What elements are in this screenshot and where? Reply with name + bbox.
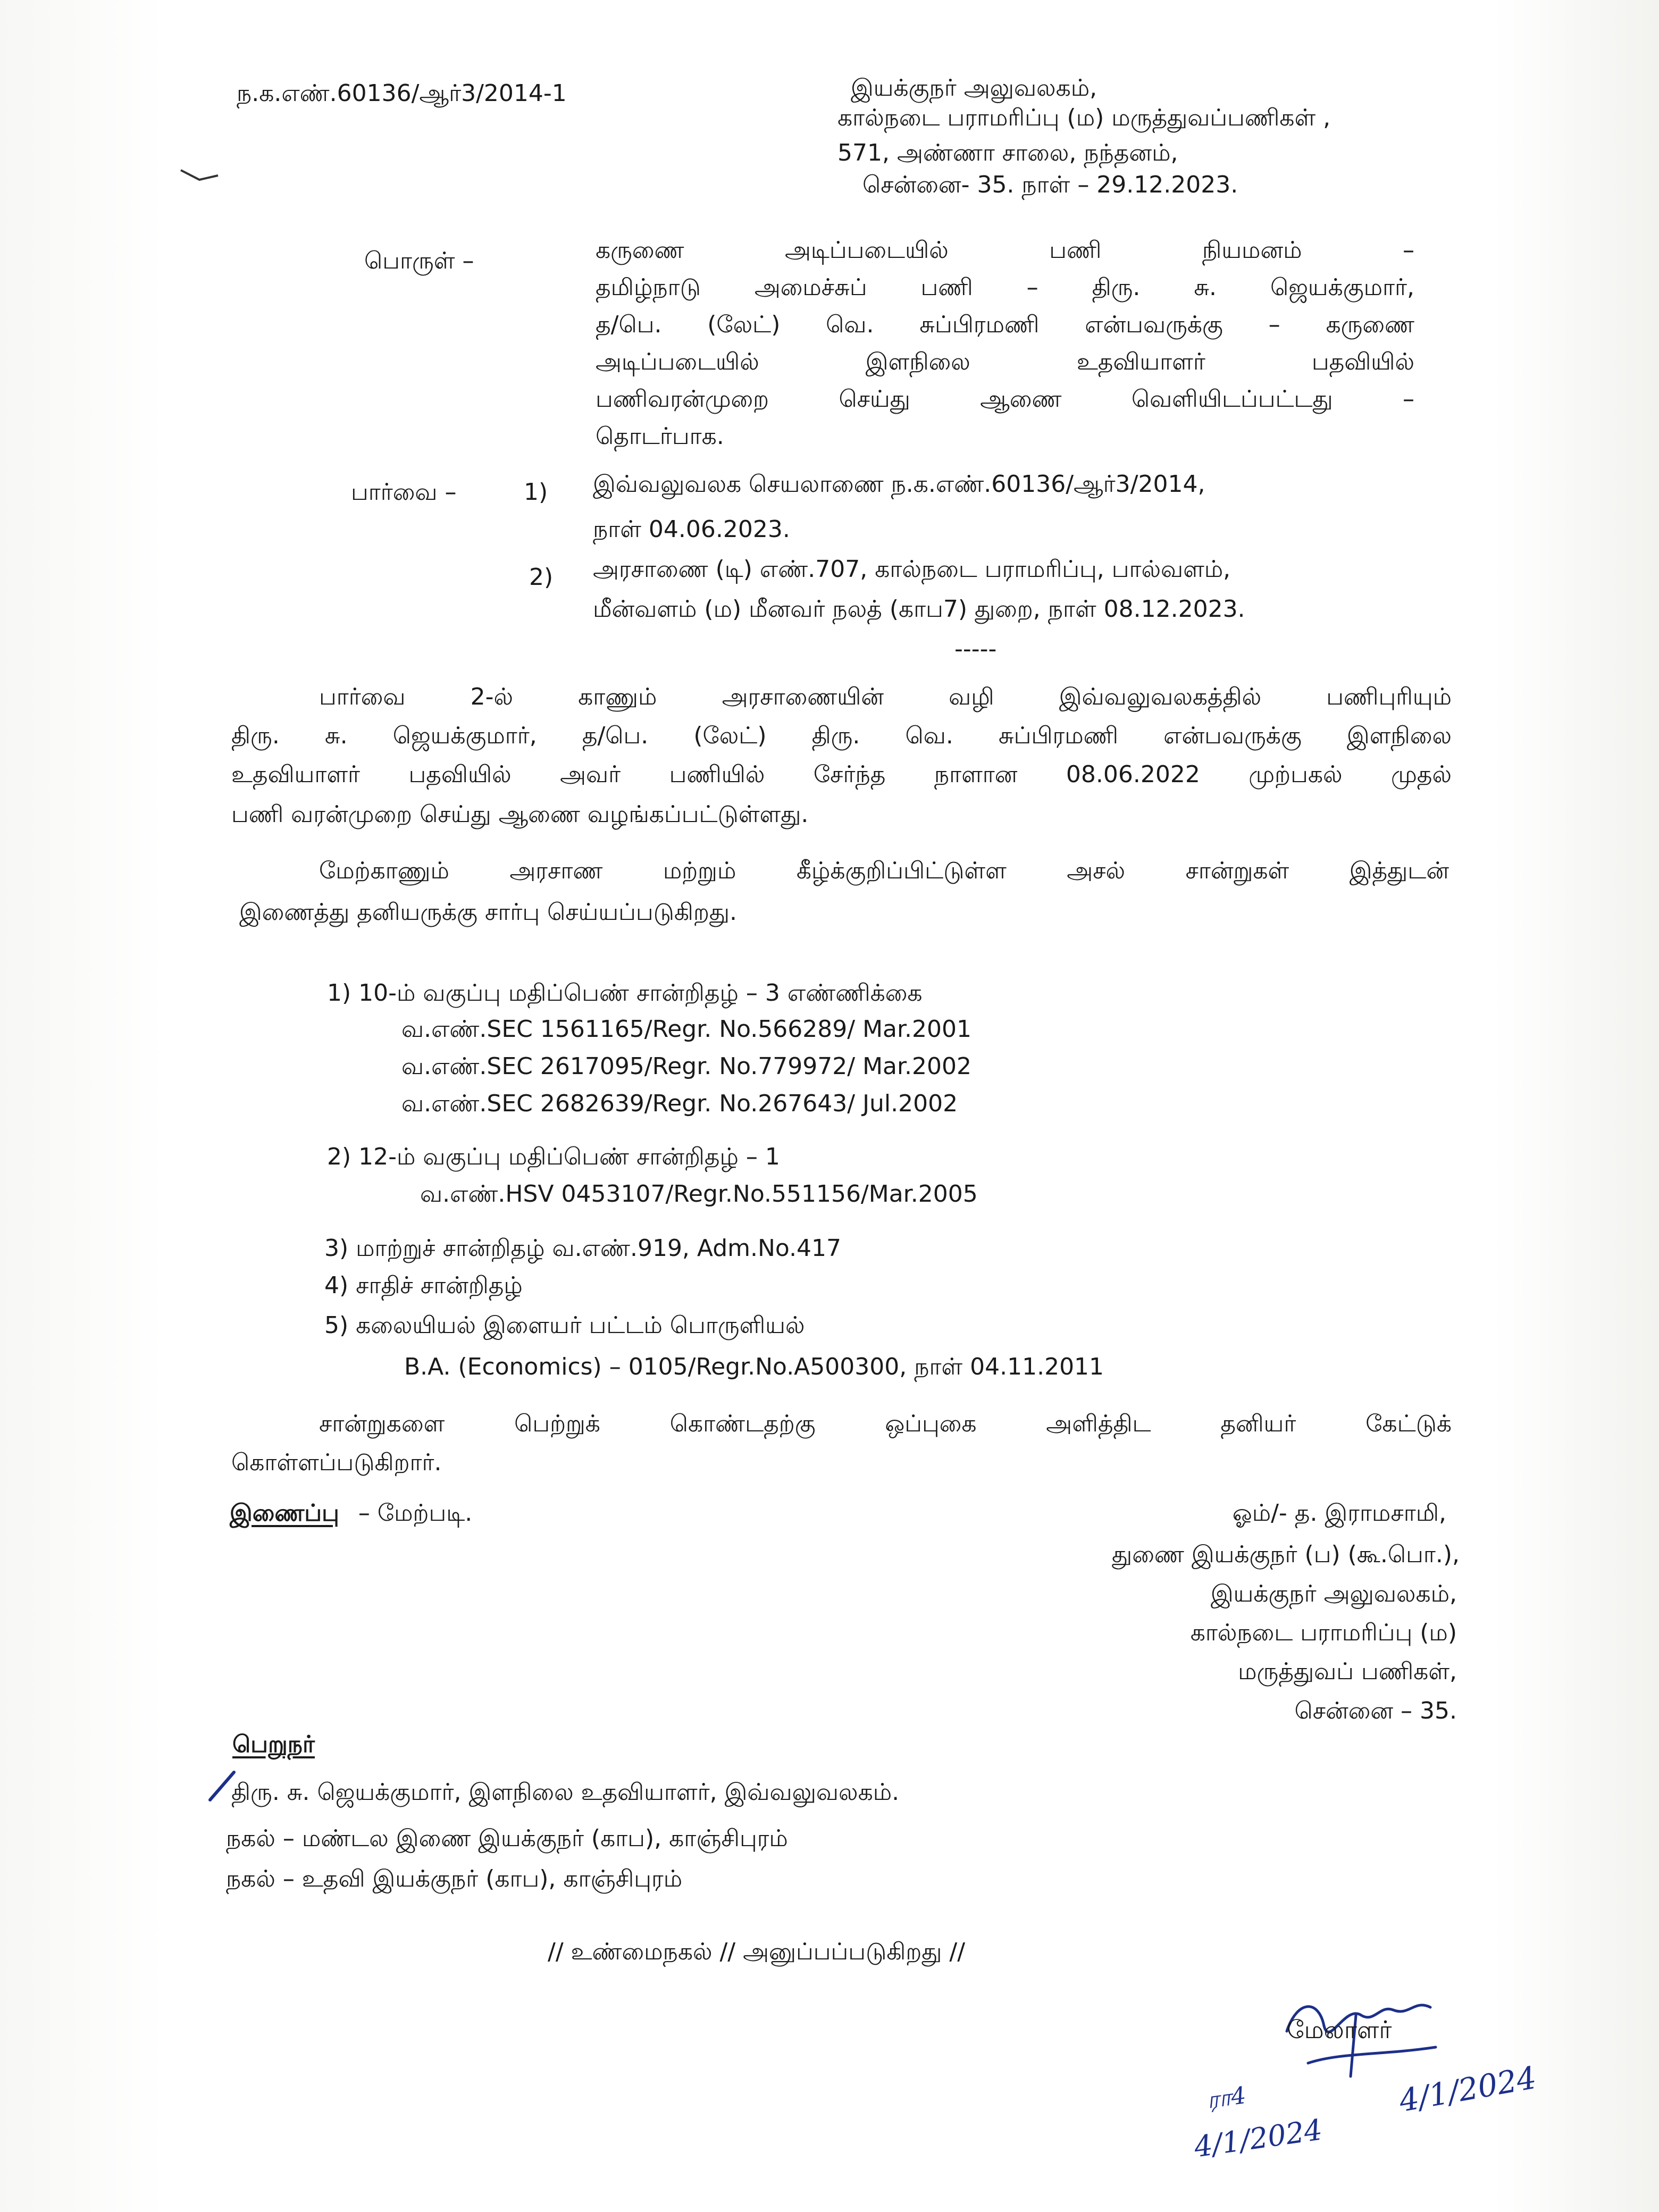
closing-line: சான்றுகளை பெற்றுக் கொண்டதற்கு ஒப்புகை அளித்திட தனியர் கேட்டுக் [319,1410,1452,1437]
handwritten-note: ரா4 [1205,2082,1248,2114]
manager-label: மேலாளர் [1287,2015,1392,2044]
reference-line: நாள் 04.06.2023. [593,516,790,543]
address-date-line: சென்னை- 35. நாள் – 29.12.2023. [862,171,1238,198]
handwritten-date: 4/1/2024 [1396,2059,1539,2119]
paragraph-line: இணைத்து தனியருக்கு சார்பு செய்யப்படுகிறது. [239,899,738,926]
signatory-line: சென்னை – 35. [1294,1697,1457,1724]
signatory-line: கால்நடை பராமரிப்பு (ம) [1190,1619,1457,1646]
signatory-line: இயக்குநர் அலுவலகம், [1210,1580,1457,1607]
reference-line: அரசாணை (டி) எண்.707, கால்நடை பராமரிப்பு, பால்வளம், [593,556,1231,583]
certificate-item: 1) 10-ம் வகுப்பு மதிப்பெண் சான்றிதழ் – 3 எண்ணிக்கை [327,979,923,1007]
copy-line: நகல் – உதவி இயக்குநர் (காப), காஞ்சிபுரம் [226,1865,683,1892]
copy-line: நகல் – மண்டல இணை இயக்குநர் (காப), காஞ்சிபுரம் [226,1825,788,1852]
certificate-detail: வ.எண்.SEC 2617095/Regr. No.779972/ Mar.2002 [401,1053,972,1080]
certificate-item: 3) மாற்றுச் சான்றிதழ் வ.எண்.919, Adm.No.417 [324,1235,842,1262]
certificate-detail: B.A. (Economics) – 0105/Regr.No.A500300, நாள் 04.11.2011 [404,1353,1104,1380]
subject-line: பணிவரன்முறை செய்து ஆணை வெளியிடப்பட்டது – [596,386,1414,413]
signatory-line: மருத்துவப் பணிகள், [1238,1658,1457,1685]
divider: ----- [954,635,997,663]
subject-line: தமிழ்நாடு அமைச்சுப் பணி – திரு. சு. ஜெயக்குமார், [596,274,1414,301]
reference-line: மீன்வளம் (ம) மீனவர் நலத் (காப7) துறை, நாள் 08.12.2023. [593,596,1245,623]
certificate-detail: வ.எண்.SEC 2682639/Regr. No.267643/ Jul.2002 [401,1090,958,1117]
signatory-line: ஓம்/- த. இராமசாமி, [1232,1499,1446,1527]
true-copy-note: // உண்மைநகல் // அனுப்பப்படுகிறது // [548,1938,966,1965]
certificate-item: 4) சாதிச் சான்றிதழ் [324,1272,523,1299]
subject-label: பொருள் – [364,247,474,274]
address-line: இயக்குநர் அலுவலகம், [851,74,1097,102]
signatory-line: துணை இயக்குநர் (ப) (கூ.பொ.), [1112,1541,1460,1568]
reference-line: இவ்வலுவலக செயலாணை ந.க.எண்.60136/ஆர்3/2014, [593,471,1205,498]
subject-line: த/பெ. (லேட்) வெ. சுப்பிரமணி என்பவருக்கு – கருணை [596,311,1414,338]
address-line: 571, அண்ணா சாலை, நந்தனம், [837,139,1178,166]
paragraph-line: பணி வரன்முறை செய்து ஆணை வழங்கப்பட்டுள்ளது. [231,801,809,828]
paragraph-line: மேற்காணும் அரசாண மற்றும் கீழ்க்குறிப்பிட்டுள்ள அசல் சான்றுகள் இத்துடன் [319,857,1449,884]
recipients-label: பெறுநர் [232,1731,315,1758]
certificate-item: 2) 12-ம் வகுப்பு மதிப்பெண் சான்றிதழ் – 1 [327,1143,780,1170]
certificate-detail: வ.எண்.SEC 1561165/Regr. No.566289/ Mar.2001 [401,1016,972,1043]
subject-line: கருணை அடிப்படையில் பணி நியமனம் – [596,237,1414,264]
enclosure [230,1499,472,1528]
enclosure-value: – மேற்படி. [358,1499,473,1527]
pen-mark [178,160,221,191]
address-line: கால்நடை பராமரிப்பு (ம) மருத்துவப்பணிகள் , [837,104,1331,131]
paragraph-line: பார்வை 2-ல் காணும் அரசாணையின் வழி இவ்வலுவலகத்தில் பணிபுரியும் [319,683,1452,710]
closing-line: கொள்ளப்படுகிறார். [231,1449,442,1476]
recipient-line: திரு. சு. ஜெயக்குமார், இளநிலை உதவியாளர், இவ்வலுவலகம். [231,1779,900,1806]
handwritten-date: 4/1/2024 [1192,2113,1325,2164]
reference-number: ந.க.எண்.60136/ஆர்3/2014-1 [237,80,567,107]
certificate-detail: வ.எண்.HSV 0453107/Regr.No.551156/Mar.2005 [420,1180,978,1208]
paragraph-line: உதவியாளர் பதவியில் அவர் பணியில் சேர்ந்த நாளான 08.06.2022 முற்பகல் முதல் [231,761,1452,788]
certificate-item: 5) கலையியல் இளையர் பட்டம் பொருளியல் [324,1312,805,1339]
paragraph-line: திரு. சு. ஜெயக்குமார், த/பெ. (லேட்) திரு. வெ. சுப்பிரமணி என்பவருக்கு இளநிலை [231,722,1452,749]
reference-label: பார்வை – [351,479,457,506]
reference-number-1: 1) [524,479,548,506]
subject-line: தொடர்பாக. [596,423,724,450]
reference-number-2: 2) [529,564,554,591]
enclosure-label: இணைப்பு [230,1499,339,1527]
subject-line: அடிப்படையில் இளநிலை உதவியாளர் பதவியில் [596,348,1414,375]
